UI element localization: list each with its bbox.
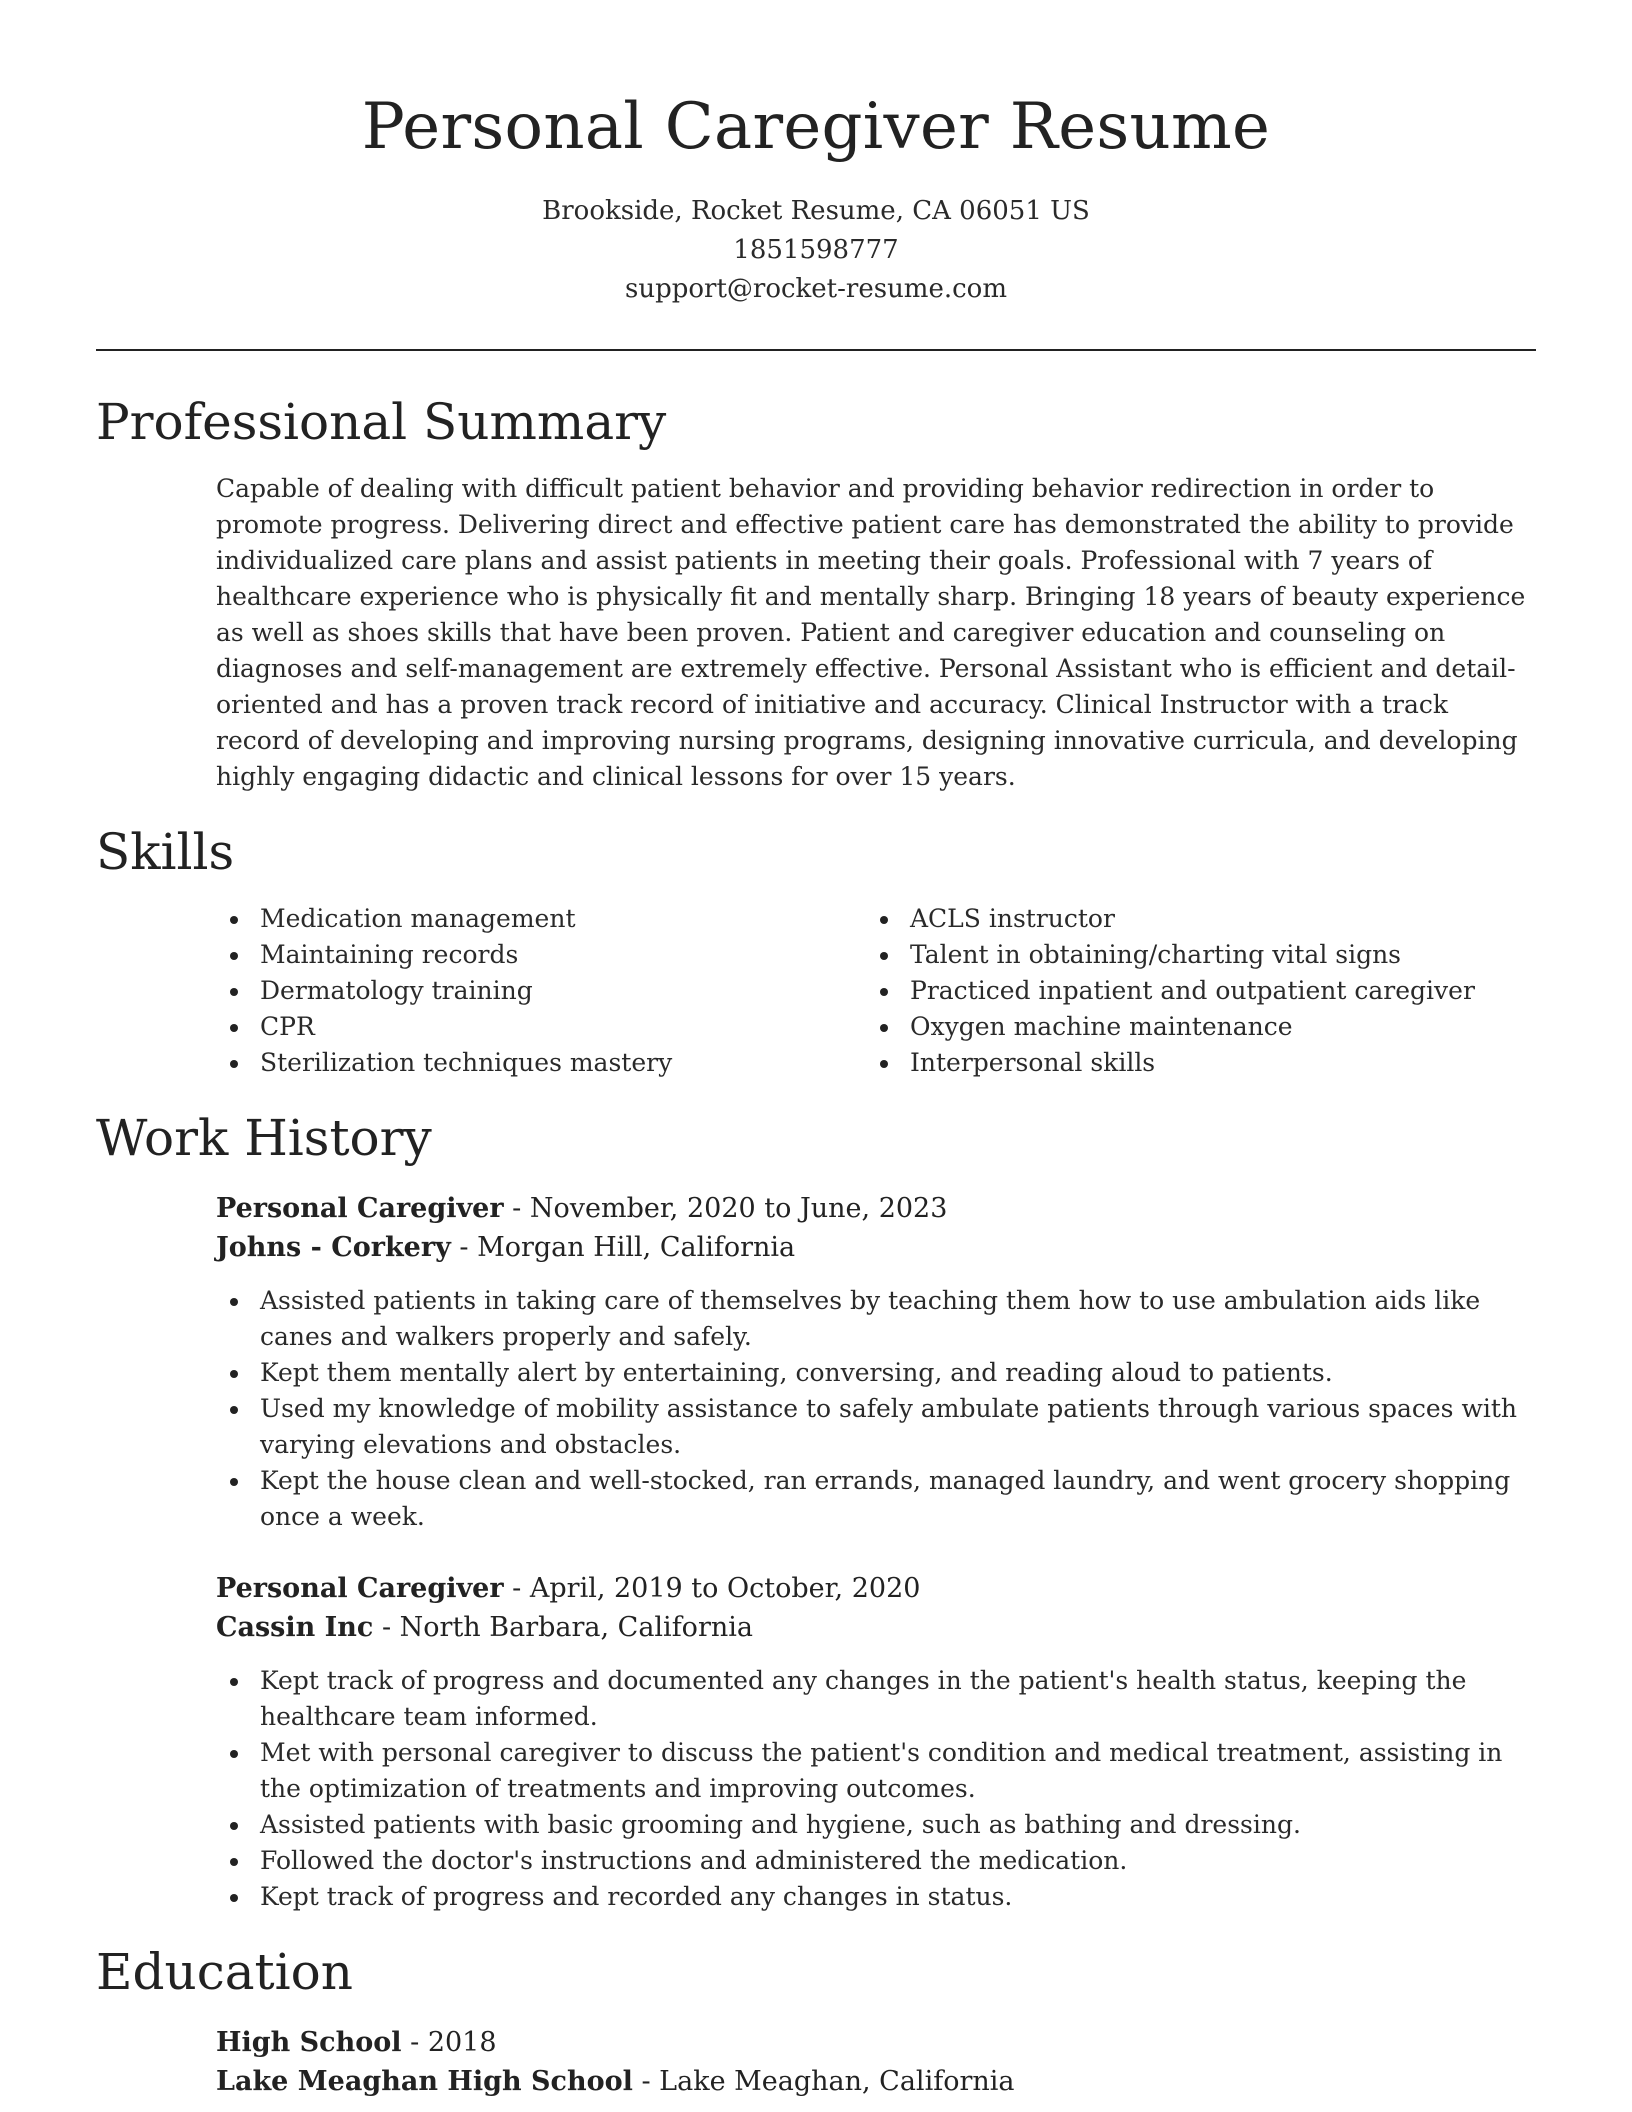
job-bullet: Kept them mentally alert by entertaining, conversing, and reading aloud to patients.: [216, 1355, 1536, 1391]
summary-section: [96, 471, 1536, 795]
skill-item: Medication management: [216, 901, 866, 937]
skill-item: Sterilization techniques mastery: [216, 1045, 866, 1081]
skill-item: ACLS instructor: [866, 901, 1516, 937]
work-history-section: [96, 1189, 1536, 1915]
job-bullet: Assisted patients with basic grooming and hygiene, such as bathing and dressing.: [216, 1807, 1536, 1843]
education-location: - Lake Meaghan, California: [632, 2066, 1015, 2097]
job-dates: - April, 2019 to October, 2020: [503, 1573, 921, 1604]
header-divider: [96, 349, 1536, 351]
education-school-line: [216, 2062, 1536, 2101]
skills-left-column: [216, 901, 866, 1081]
skill-item: Interpersonal skills: [866, 1045, 1516, 1081]
skill-item: Maintaining records: [216, 937, 866, 973]
education-entry: [216, 2023, 1536, 2101]
job-entry: [216, 1569, 1536, 1915]
summary-heading: Professional Summary: [96, 393, 667, 451]
skills-right-column: [866, 901, 1516, 1081]
skills-heading: Skills: [96, 823, 235, 881]
education-heading: Education: [96, 1943, 353, 2001]
job-bullet: Kept the house clean and well-stocked, ran errands, managed laundry, and went grocery shopping once a week.: [216, 1463, 1536, 1535]
job-dates: - November, 2020 to June, 2023: [503, 1193, 948, 1224]
education-school: Lake Meaghan High School: [216, 2066, 633, 2097]
job-title-line: [216, 1189, 1536, 1228]
skills-columns: [216, 901, 1536, 1081]
phone: 1851598777: [733, 235, 899, 265]
address: Brookside, Rocket Resume, CA 06051 US: [542, 196, 1090, 226]
job-bullet: Followed the doctor's instructions and administered the medication.: [216, 1843, 1536, 1879]
job-company-line: [216, 1228, 1536, 1267]
work-history-heading: Work History: [96, 1109, 432, 1167]
job-location: - North Barbara, California: [373, 1612, 753, 1643]
job-bullet: Assisted patients in taking care of themselves by teaching them how to use ambulation aids like canes and walkers properly and safely.: [216, 1283, 1536, 1355]
job-bullets: [216, 1663, 1536, 1915]
summary-text: Capable of dealing with difficult patient behavior and providing behavior redirection in order to promote progress. Delivering direct and effective patient care has demonstrated the ability to provide individualized care plans and assist patients in meeting their goals. Professional with 7 years of healthcare experience who is physically fit and mentally sharp. Bringing 18 years of beauty experience as well as shoes skills that have been proven. Patient and caregiver education and counseling on diagnoses and self-management are extremely effective. Personal Assistant who is efficient and detail-oriented and has a proven track record of initiative and accuracy. Clinical Instructor with a track record of developing and improving nursing programs, designing innovative curricula, and developing highly engaging didactic and clinical lessons for over 15 years.: [216, 474, 1526, 791]
job-company: Cassin Inc: [216, 1612, 374, 1643]
skills-section: [96, 901, 1536, 1081]
job-bullet: Used my knowledge of mobility assistance to safely ambulate patients through various spaces with varying elevations and obstacles.: [216, 1391, 1536, 1463]
resume-header: [96, 0, 1536, 309]
job-bullet: Met with personal caregiver to discuss the patient's condition and medical treatment, assisting in the optimization of treatments and improving outcomes.: [216, 1735, 1536, 1807]
contact-block: [96, 192, 1536, 309]
job-entry: [216, 1189, 1536, 1535]
job-bullets: [216, 1283, 1536, 1535]
job-title-line: [216, 1569, 1536, 1608]
job-bullet: Kept track of progress and recorded any changes in status.: [216, 1879, 1536, 1915]
skill-item: Oxygen machine maintenance: [866, 1009, 1516, 1045]
skill-item: Talent in obtaining/charting vital signs: [866, 937, 1516, 973]
resume-title: Personal Caregiver Resume: [361, 90, 1271, 164]
job-bullet: Kept track of progress and documented any changes in the patient's health status, keeping the healthcare team informed.: [216, 1663, 1536, 1735]
education-degree: High School: [216, 2027, 402, 2058]
skill-item: CPR: [216, 1009, 866, 1045]
skill-item: Dermatology training: [216, 973, 866, 1009]
education-year: - 2018: [401, 2027, 497, 2058]
job-role: Personal Caregiver: [216, 1193, 504, 1224]
job-role: Personal Caregiver: [216, 1573, 504, 1604]
job-company: Johns - Corkery: [216, 1232, 451, 1263]
email: support@rocket-resume.com: [624, 274, 1007, 304]
job-company-line: [216, 1608, 1536, 1647]
education-degree-line: [216, 2023, 1536, 2062]
education-section: [96, 2023, 1536, 2101]
skill-item: Practiced inpatient and outpatient caregiver: [866, 973, 1516, 1009]
job-location: - Morgan Hill, California: [450, 1232, 796, 1263]
